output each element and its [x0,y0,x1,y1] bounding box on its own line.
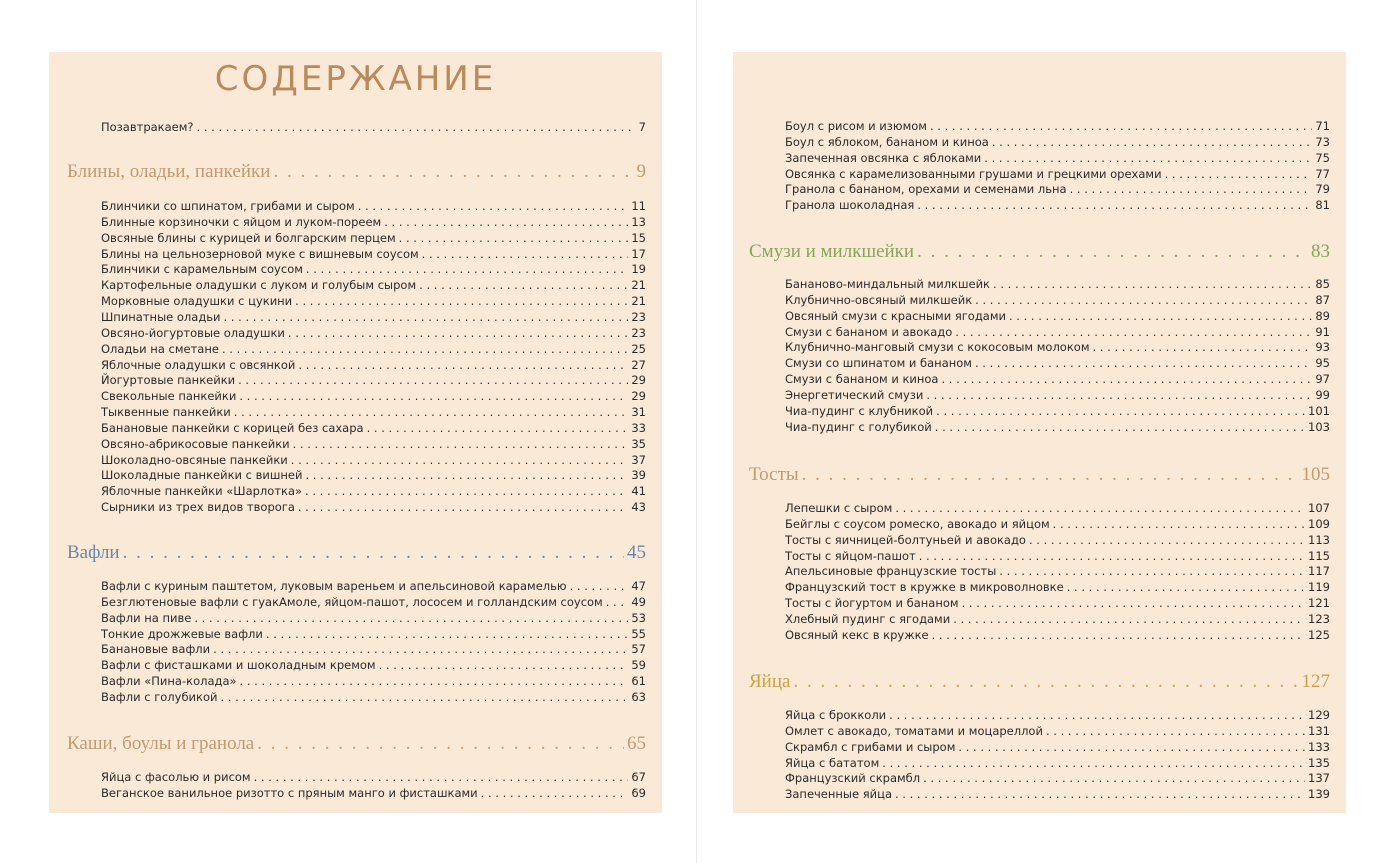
page-number: 91 [1315,324,1330,339]
page-number: 131 [1308,723,1330,738]
page-number: 121 [1308,596,1330,611]
toc-entry[interactable] [101,642,646,657]
toc-entry[interactable] [101,247,646,262]
toc-entry[interactable] [101,231,646,246]
toc-entry[interactable] [101,611,646,626]
entry-title: Хлебный пудинг с ягодами [785,611,951,626]
dot-leader [932,628,1305,642]
dot-leader [295,294,628,308]
section-title: Тосты [749,464,799,485]
toc-entry[interactable] [785,533,1330,548]
page-number: 97 [1315,372,1330,387]
section-heading-toasts[interactable] [749,464,1330,488]
entry-title: Позавтракаем? [101,120,194,134]
toc-entry[interactable] [101,120,646,135]
toc-entry[interactable] [785,309,1330,324]
dot-leader [1009,309,1312,323]
dot-leader [936,404,1305,418]
entry-title: Тосты с яйцом-пашот [785,548,916,563]
page-number: 39 [631,468,646,483]
entry-title: Блинные корзиночки с яйцом и луком-пореем [101,214,382,229]
dot-leader [941,372,1312,386]
section-title: Смузи и милкшейки [749,241,915,262]
toc-entry[interactable] [101,294,646,309]
toc-entry[interactable] [101,199,646,214]
page-number: 109 [1308,516,1330,531]
page-number: 15 [631,230,646,245]
page-number: 59 [631,658,646,673]
dot-leader [367,421,629,435]
toc-entry[interactable] [785,356,1330,371]
entry-title: Шпинатные оладьи [101,309,221,324]
page-number: 71 [1315,119,1330,133]
page-number: 45 [627,542,646,563]
dot-leader [399,231,629,245]
page-number: 11 [631,199,646,213]
entry-title: Энергетический смузи [785,387,924,402]
toc-entry[interactable] [785,596,1330,611]
page-number: 105 [1301,464,1330,485]
section-title: Яйца [749,671,791,692]
toc-entry[interactable] [785,771,1330,786]
dot-leader [975,356,1312,370]
toc-entry[interactable] [101,326,646,341]
dot-leader [917,198,1312,212]
toc-entry[interactable] [101,437,646,452]
toc-entry[interactable] [101,595,646,610]
entry-title: Вафли с голубикой [101,689,218,704]
toc-entry[interactable] [101,658,646,673]
entry-title: Запеченные яйца [785,787,892,802]
dot-leader [293,437,629,451]
entry-title: Яблочные оладушки с овсянкой [101,357,296,372]
page-number: 99 [1315,387,1330,402]
page-number: 57 [631,642,646,657]
page-number: 27 [631,357,646,372]
section-title: Вафли [67,542,120,563]
entry-title: Веганское ванильное ризотто с пряным манго и фисташками [101,785,478,800]
dot-leader [234,405,629,419]
page-number: 29 [631,389,646,404]
entry-title: Вафли с фисташками и шоколадным кремом [101,658,376,673]
entry-title: Банановые вафли [101,642,211,657]
dot-leader [213,642,628,656]
page-number: 73 [1315,134,1330,149]
page-number: 75 [1315,150,1330,165]
entry-title: Овсяный кекс в кружке [785,627,929,642]
entry-title: Смузи со шпинатом и бананом [785,356,972,371]
page-left [49,52,662,813]
dot-leader [882,756,1305,770]
section-title: Блины, оладьи, панкейки [67,161,271,182]
entry-title: Оладьи на сметане [101,341,219,356]
page-number: 9 [636,161,646,182]
toc-entry[interactable] [101,310,646,325]
dot-leader [298,358,628,372]
page-number: 113 [1308,532,1330,547]
entry-title: Овсяно-йогуртовые оладушки [101,325,285,340]
dot-leader [570,579,629,593]
toc-entry[interactable] [101,770,646,785]
page-number: 29 [631,373,646,388]
entry-title: Французский скрамбл [785,771,921,786]
entry-title: Яйца с брокколи [785,708,887,722]
entry-title: Свекольные панкейки [101,389,237,404]
toc-entry[interactable] [101,468,646,483]
entry-title: Бананово-миндальный милкшейк [785,277,991,291]
page-number: 35 [631,436,646,451]
toc-entry[interactable] [101,579,646,594]
page-number: 115 [1308,548,1330,563]
dot-leader [298,500,628,514]
dot-leader [239,389,628,403]
toc-entry[interactable] [785,724,1330,739]
page-number: 83 [1311,241,1330,262]
dot-leader [379,658,629,672]
page-number: 25 [631,341,646,356]
entry-title: Вафли «Пина-колада» [101,674,237,689]
entry-title: Овсяный смузи с красными ягодами [785,308,1006,323]
dot-leader [895,787,1305,801]
page-number: 107 [1308,501,1330,515]
dot-leader [254,770,629,784]
page-number: 43 [631,500,646,515]
entry-title: Овсяные блины с курицей и болгарским перцем [101,230,396,245]
toc-entry[interactable] [101,484,646,499]
page-number: 23 [631,309,646,324]
page-number: 37 [631,452,646,467]
page-number: 49 [631,594,646,609]
entry-title: Клубнично-манговый смузи с кокосовым молоком [785,340,1090,355]
toc-entry[interactable] [101,421,646,436]
toc-entry[interactable] [101,690,646,705]
entry-title: Клубнично-овсяный милкшейк [785,292,973,307]
dot-leader [419,278,628,292]
page-number: 69 [631,785,646,800]
entry-title: Бейглы с соусом ромеско, авокадо и яйцом [785,516,1050,531]
entry-title: Овсянка с карамелизованными грушами и грецкими орехами [785,166,1162,181]
toc-entry[interactable] [785,372,1330,387]
page-number: 19 [631,262,646,277]
entry-title: Гранола шоколадная [785,198,915,213]
entry-title: Смузи с бананом и авокадо [785,324,953,339]
toc-entry[interactable] [785,564,1330,579]
toc-entry[interactable] [101,373,646,388]
page-number: 13 [631,214,646,229]
page-number: 21 [631,278,646,293]
dot-leader [1053,517,1305,531]
dot-leader [923,771,1305,785]
dot-leader [953,612,1305,626]
entry-title: Чиа-пудинг с клубникой [785,403,934,418]
section-heading-smoothies[interactable] [749,241,1330,265]
dot-leader [1046,724,1305,738]
entry-title: Французский тост в кружке в микроволновке [785,580,1064,595]
page-number: 77 [1315,166,1330,181]
toc-entry[interactable] [101,342,646,357]
section-heading-porridge[interactable] [67,733,646,757]
page-number: 17 [631,246,646,261]
dot-leader [793,671,1298,693]
toc-entry[interactable] [101,453,646,468]
entry-title: Смузи с бананом и киноа [785,372,939,387]
page-number: 125 [1308,627,1330,642]
entry-title: Шоколадно-овсяные панкейки [101,452,288,467]
dot-leader [238,373,628,387]
dot-leader [306,262,628,276]
entry-title: Запеченная овсянка с яблоками [785,150,982,165]
dot-leader [606,595,629,609]
entry-title: Безглютеновые вафли с гуакАмоле, яйцом-пашот, лососем и голландским соусом [101,594,603,609]
page-number: 139 [1308,787,1330,802]
toc-entry[interactable] [101,405,646,420]
toc-entry[interactable] [101,278,646,293]
toc-entry[interactable] [101,262,646,277]
dot-leader [992,135,1313,149]
dot-leader [358,199,629,213]
entry-title: Лепешки с сыром [785,501,893,515]
entry-title: Шоколадные панкейки с вишней [101,468,303,483]
entry-title: Яйца с фасолью и рисом [101,770,251,784]
entry-title: Тосты с йогуртом и бананом [785,596,959,611]
page-number: 79 [1315,182,1330,197]
dot-leader [220,690,628,704]
entry-title: Скрамбл с грибами и сыром [785,739,956,754]
dot-leader [919,549,1305,563]
toc-entry[interactable] [785,787,1330,802]
entry-title: Апельсиновые французские тосты [785,564,997,579]
dot-leader [291,453,629,467]
page-number: 117 [1308,564,1330,579]
dot-leader [984,151,1312,165]
page-number: 87 [1315,292,1330,307]
page-number: 133 [1308,739,1330,754]
toc-entry[interactable] [785,340,1330,355]
entry-title: Тосты с яичницей-болтуньей и авокадо [785,532,1026,547]
entry-title: Яйца с бататом [785,755,880,770]
page-number: 47 [631,579,646,593]
entry-title: Картофельные оладушки с луком и голубым сыром [101,278,417,293]
entry-title: Сырники из трех видов творога [101,500,295,515]
dot-leader [266,627,628,641]
toc-entry[interactable] [785,293,1330,308]
page-number: 53 [631,610,646,625]
entry-title: Блины на цельнозерновой муке с вишневым соусом [101,246,419,261]
dot-leader [422,247,629,261]
toc-entry[interactable] [785,501,1330,516]
toc-entry[interactable] [101,786,646,801]
book-gutter [696,0,697,863]
entry-title: Банановые панкейки с корицей без сахара [101,420,364,435]
toc-entry[interactable] [101,627,646,642]
dot-leader [999,564,1305,578]
toc-entry[interactable] [785,198,1330,213]
toc-entry[interactable] [101,358,646,373]
entry-title: Боул с яблоком, бананом и киноа [785,134,989,149]
toc-entry[interactable] [785,756,1330,771]
toc-entry[interactable] [101,500,646,515]
dot-leader [962,596,1305,610]
dot-leader [123,542,624,564]
toc-entry[interactable] [785,517,1330,532]
dot-leader [1093,340,1313,354]
dot-leader [993,277,1312,291]
dot-leader [1067,580,1305,594]
entry-title: Овсяно-абрикосовые панкейки [101,436,290,451]
toc-entry[interactable] [785,325,1330,340]
page-right [733,52,1346,813]
toc-entry[interactable] [101,674,646,689]
entry-title: Тыквенные панкейки [101,405,231,420]
page-number: 63 [631,689,646,704]
page-number: 21 [631,294,646,309]
toc-entry[interactable] [101,215,646,230]
dot-leader [224,310,629,324]
entry-title: Морковные оладушки с цукини [101,294,293,309]
dot-leader [802,464,1299,486]
dot-leader [1165,167,1313,181]
entry-title: Блинчики со шпинатом, грибами и сыром [101,199,355,213]
entry-title: Вафли на пиве [101,610,192,625]
toc-entry[interactable] [785,119,1330,134]
page-number: 89 [1315,308,1330,323]
page-number: 33 [631,420,646,435]
page-number: 85 [1315,277,1330,291]
page-number: 123 [1308,611,1330,626]
page-number: 55 [631,626,646,641]
page-number: 23 [631,325,646,340]
dot-leader [222,342,628,356]
entry-title: Яблочные панкейки «Шарлотка» [101,484,303,499]
dot-leader [930,119,1312,133]
entry-title: Блинчики с карамельным соусом [101,262,303,277]
entry-title: Вафли с куриным паштетом, луковым вареньем и апельсиновой карамелью [101,579,567,593]
dot-leader [197,120,636,134]
page-number: 65 [627,733,646,754]
toc-entry[interactable] [785,420,1330,435]
dot-leader [935,420,1305,434]
dot-leader [481,786,629,800]
page-number: 61 [631,674,646,689]
toc-entry[interactable] [101,389,646,404]
toc-entry[interactable] [785,549,1330,564]
page-number: 31 [631,405,646,420]
toc-entry[interactable] [785,708,1330,723]
section-heading-waffles[interactable] [67,542,646,566]
dot-leader [305,484,628,498]
toc-entry[interactable] [785,740,1330,755]
page-number: 103 [1308,419,1330,434]
page-number: 137 [1308,771,1330,786]
entry-title: Омлет с авокадо, томатами и моцареллой [785,723,1043,738]
dot-leader [917,241,1308,263]
dot-leader [975,293,1312,307]
toc-entry[interactable] [785,388,1330,403]
dot-leader [194,611,628,625]
toc-entry[interactable] [785,135,1330,150]
toc-entry[interactable] [785,628,1330,643]
dot-leader [288,326,628,340]
page-number: 127 [1301,671,1330,692]
toc-entry[interactable] [785,167,1330,182]
section-heading-eggs[interactable] [749,671,1330,695]
dot-leader [1029,533,1305,547]
dot-leader [1070,182,1313,196]
page-number: 101 [1308,403,1330,418]
page-number: 81 [1315,198,1330,213]
dot-leader [273,161,633,183]
dot-leader [305,468,628,482]
entry-title: Гранола с бананом, орехами и семенами льна [785,182,1067,197]
toc-entry[interactable] [785,182,1330,197]
entry-title: Тонкие дрожжевые вафли [101,626,263,641]
entry-title: Йогуртовые панкейки [101,373,236,388]
page-number: 135 [1308,755,1330,770]
section-heading-pancakes[interactable] [67,161,646,185]
entry-title: Боул с рисом и изюмом [785,119,927,133]
page-number: 93 [1315,340,1330,355]
section-title: Каши, боулы и гранола [67,733,255,754]
page-number: 7 [638,120,646,134]
page-number: 129 [1308,708,1330,722]
dot-leader [895,501,1305,515]
dot-leader [955,325,1312,339]
toc-entry[interactable] [785,612,1330,627]
toc-entry[interactable] [785,580,1330,595]
page-title: СОДЕРЖАНИЕ [214,59,497,99]
dot-leader [240,674,629,688]
page-number: 41 [631,484,646,499]
dot-leader [958,740,1305,754]
dot-leader [257,733,624,755]
dot-leader [889,708,1305,722]
toc-entry[interactable] [785,277,1330,292]
entry-title: Чиа-пудинг с голубикой [785,419,932,434]
page-number: 67 [631,770,646,784]
toc-entry[interactable] [785,404,1330,419]
page-number: 95 [1315,356,1330,371]
dot-leader [926,388,1312,402]
toc-entry[interactable] [785,151,1330,166]
page-number: 119 [1308,580,1330,595]
dot-leader [384,215,628,229]
